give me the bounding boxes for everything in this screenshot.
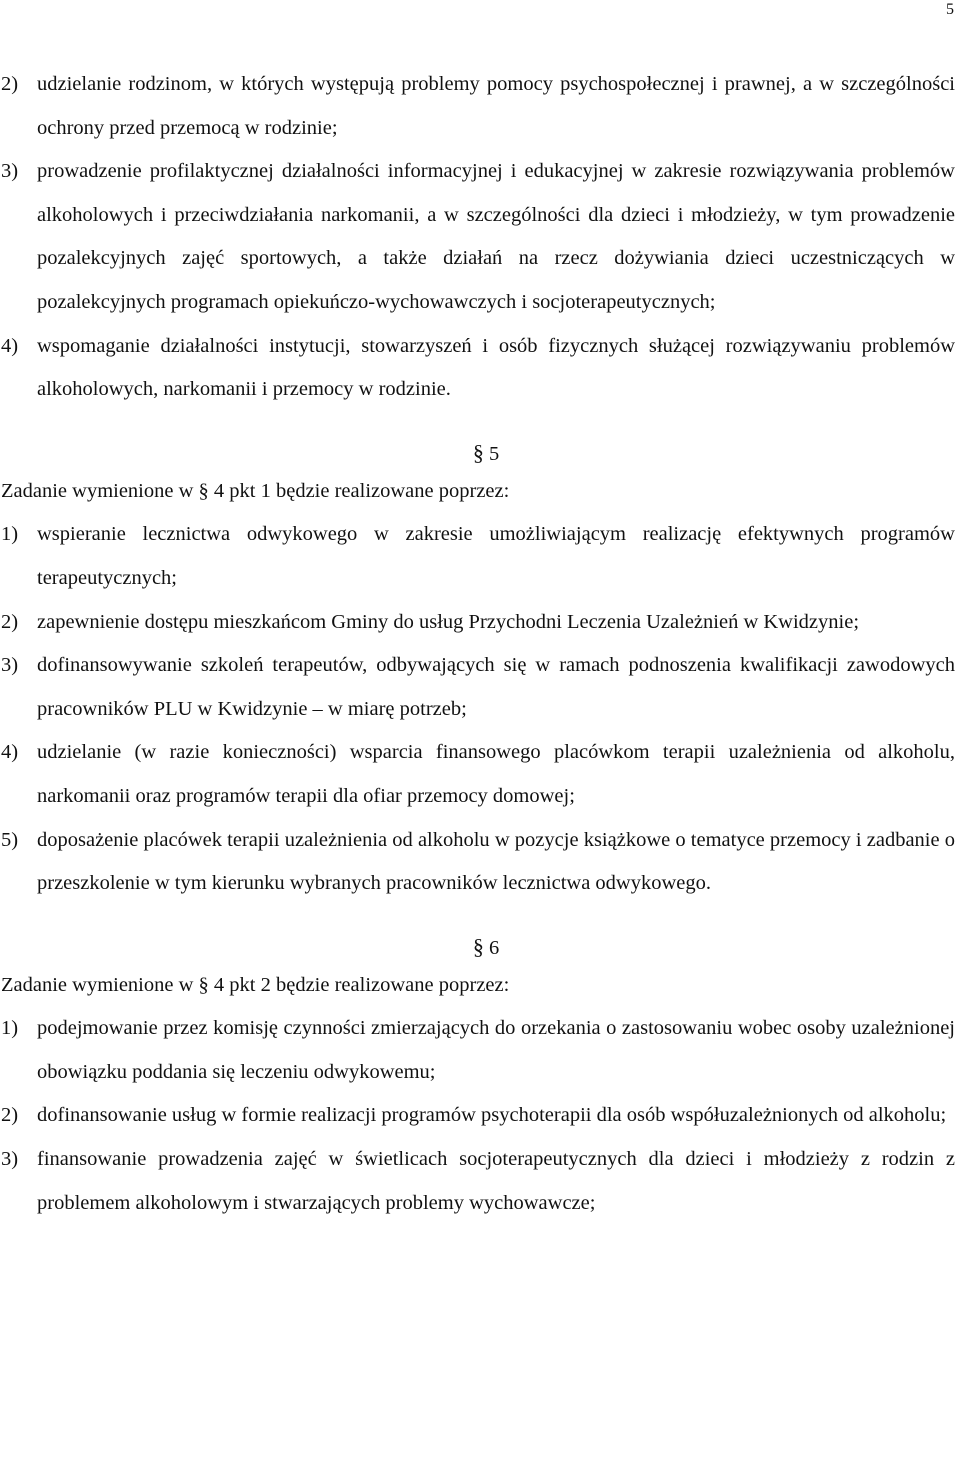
item-number: 4) — [1, 741, 19, 764]
item-number: 4) — [1, 334, 19, 357]
item-text: wspieranie lecznictwa odwykowego w zakresie umożliwiającym realizację efektywnych programów terapeutycznych; — [37, 523, 955, 589]
item-text: podejmowanie przez komisję czynności zmierzających do orzekania o zastosowaniu wobec osoby uzależnionej obowiązku poddania się leczeniu odwykowemu; — [37, 1017, 955, 1083]
section-number: 5 — [488, 442, 500, 465]
section-heading-5 — [1, 412, 955, 470]
list-item — [1, 325, 955, 412]
section-intro: Zadanie wymienione w § 4 pkt 2 będzie realizowane poprzez: — [1, 973, 510, 996]
list-item — [1, 150, 955, 324]
item-number: 1) — [1, 523, 19, 546]
list-item — [1, 819, 955, 906]
list-item — [1, 601, 955, 645]
list-item — [1, 513, 955, 600]
section-symbol: § — [472, 933, 484, 959]
section-symbol: § — [472, 439, 484, 465]
item-number: 2) — [1, 1104, 19, 1127]
list-item — [1, 63, 955, 150]
item-text: doposażenie placówek terapii uzależnienia od alkoholu w pozycje książkowe o tematyce przemocy i zadbanie o przeszkolenie w tym kierunku wybranych pracowników lecznictwa odwykowego. — [37, 828, 955, 895]
item-number: 3) — [1, 654, 19, 677]
item-text: wspomaganie działalności instytucji, stowarzyszeń i osób fizycznych służącej rozwiązywaniu problemów alkoholowych, narkomanii i przemocy w rodzinie. — [37, 334, 955, 401]
section-intro: Zadanie wymienione w § 4 pkt 1 będzie realizowane poprzez: — [1, 479, 510, 502]
list-item — [1, 1007, 955, 1094]
list-item — [1, 1138, 955, 1225]
item-number: 2) — [1, 73, 19, 95]
item-text: dofinansowywanie szkoleń terapeutów, odbywających się w ramach podnoszenia kwalifikacji zawodowych pracowników PLU w Kwidzynie – w miarę potrzeb; — [37, 654, 955, 720]
item-number: 3) — [1, 160, 19, 183]
item-number: 1) — [1, 1017, 19, 1040]
list-item — [1, 1094, 955, 1138]
item-number: 2) — [1, 610, 19, 633]
item-text: dofinansowanie usług w formie realizacji programów psychoterapii dla osób współuzależnionych od alkoholu; — [37, 1104, 947, 1127]
item-text: finansowanie prowadzenia zajęć w świetlicach socjoterapeutycznych dla dzieci i młodzieży z rodzin z problemem alkoholowym i stwarzających problemy wychowawcze; — [37, 1148, 955, 1214]
list-item — [1, 731, 955, 818]
item-number: 3) — [1, 1148, 19, 1171]
page-number: 5 — [946, 1, 954, 18]
document-body — [1, 63, 955, 1225]
item-text: prowadzenie profilaktycznej działalności informacyjnej i edukacyjnej w zakresie rozwiązywania problemów alkoholowych i przeciwdziałania narkomanii, a w szczególności dla dzieci i młodzieży, w tym prowadzenie pozalekcyjnych zajęć sportowych, a także działań na rzecz dożywiania dzieci uczestniczących w pozalekcyjnych programach opiekuńczo-wychowawczych i socjoterapeutycznych; — [37, 160, 955, 313]
item-text: udzielanie (w razie konieczności) wsparcia finansowego placówkom terapii uzależnienia od alkoholu, narkomanii oraz programów terapii dla ofiar przemocy domowej; — [37, 741, 955, 807]
section-heading-6 — [1, 906, 955, 964]
section-number: 6 — [488, 936, 500, 959]
item-number: 5) — [1, 828, 19, 851]
item-text: zapewnienie dostępu mieszkańcom Gminy do usług Przychodni Leczenia Uzależnień w Kwidzynie; — [37, 610, 860, 633]
list-item — [1, 644, 955, 731]
item-text: udzielanie rodzinom, w których występują problemy pomocy psychospołecznej i prawnej, a w szczególności ochrony przed przemocą w rodzinie; — [37, 73, 955, 139]
